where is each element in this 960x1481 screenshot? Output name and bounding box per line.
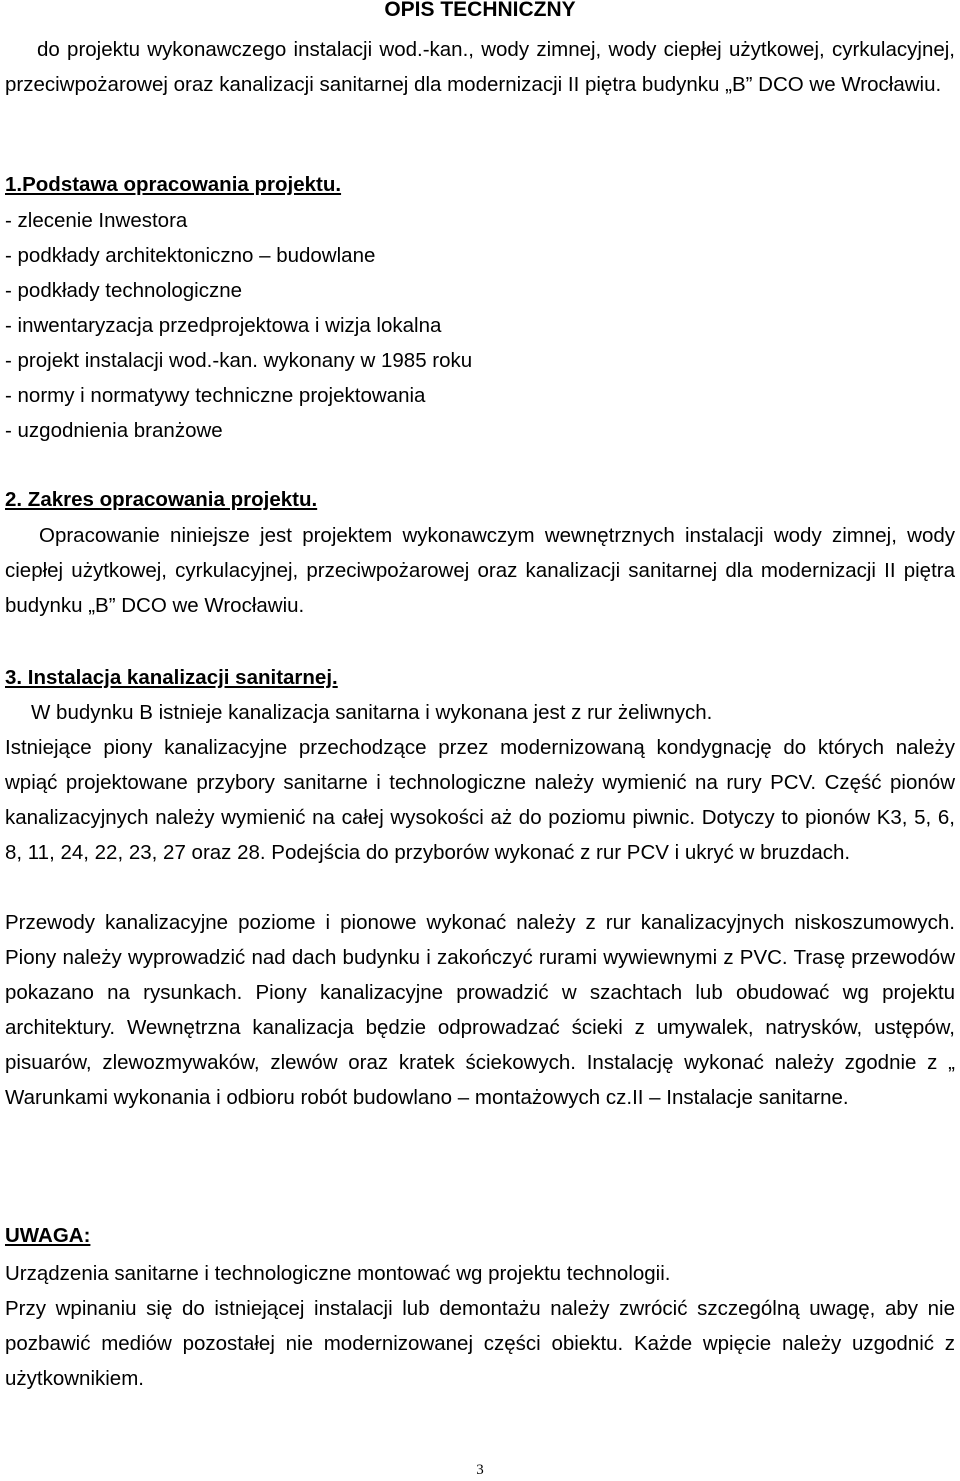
note-heading: UWAGA: [5,1224,91,1247]
document-intro: do projektu wykonawczego instalacji wod.-kan., wody zimnej, wody ciepłej użytkowej, cyrkulacyjnej, przeciwpożarowej oraz kanalizacji sanitarnej dla modernizacji II piętra budynku „B” DCO we Wrocławiu. [5,38,955,96]
section-2-heading: 2. Zakres opracowania projektu. [5,488,318,511]
list-item: - projekt instalacji wod.-kan. wykonany w 1985 roku [5,349,473,372]
section-3-paragraph-3: Przewody kanalizacyjne poziome i pionowe wykonać należy z rur kanalizacyjnych niskoszumowych. Piony należy wyprowadzić nad dach budynku i zakończyć rurami wywiewnymi z PVC. Trasę przewodów pokazano na rysunkach. Piony kanalizacyjne prowadzić w szachtach lub obudować wg projektu architektury. Wewnętrzna kanalizacja będzie odprowadzać ścieki z umywalek, natrysków, ustępów, pisuarów, zlewozmywaków, zlewów oraz kratek ściekowych. Instalację wykonać należy zgodnie z „ Warunkami wykonania i odbioru robót budowlano – montażowych cz.II – Instalacje sanitarne. [5,911,955,1109]
list-item: - zlecenie Inwestora [5,209,188,232]
note-paragraph-2: Przy wpinaniu się do istniejącej instalacji lub demontażu należy zwrócić szczególną uwagę, aby nie pozbawić mediów pozostałej nie modernizowanej części obiektu. Każde wpięcie należy uzgodnić z użytkownikiem. [5,1297,955,1390]
page-number: 3 [476,1462,484,1478]
section-2-paragraph: Opracowanie niniejsze jest projektem wykonawczym wewnętrznych instalacji wody zimnej, wody ciepłej użytkowej, cyrkulacyjnej, przeciwpożarowej oraz kanalizacji sanitarnej dla modernizacji II piętra budynku „B” DCO we Wrocławiu. [5,524,955,617]
list-item: - inwentaryzacja przedprojektowa i wizja lokalna [5,314,442,337]
section-1-heading: 1.Podstawa opracowania projektu. [5,173,342,196]
section-3-paragraph-2: Istniejące piony kanalizacyjne przechodzące przez modernizowaną kondygnację do których należy wpiąć projektowane przybory sanitarne i technologiczne należy wymienić na rury PCV. Część pionów kanalizacyjnych należy wymienić na całej wysokości aż do poziomu piwnic. Dotyczy to pionów K3, 5, 6, 8, 11, 24, 22, 23, 27 oraz 28. Podejścia do przyborów wykonać z rur PCV i ukryć w bruzdach. [5,736,955,864]
document-title: OPIS TECHNICZNY [384,0,576,21]
section-3-paragraph-1: W budynku B istnieje kanalizacja sanitarna i wykonana jest z rur żeliwnych. [31,701,713,724]
list-item: - podkłady architektoniczno – budowlane [5,244,376,267]
note-paragraph-1: Urządzenia sanitarne i technologiczne montować wg projektu technologii. [5,1262,671,1285]
section-3-heading: 3. Instalacja kanalizacji sanitarnej. [5,666,338,689]
list-item: - normy i normatywy techniczne projektowania [5,384,426,407]
list-item: - uzgodnienia branżowe [5,419,223,442]
basis-list [5,203,472,448]
list-item: - podkłady technologiczne [5,279,243,302]
